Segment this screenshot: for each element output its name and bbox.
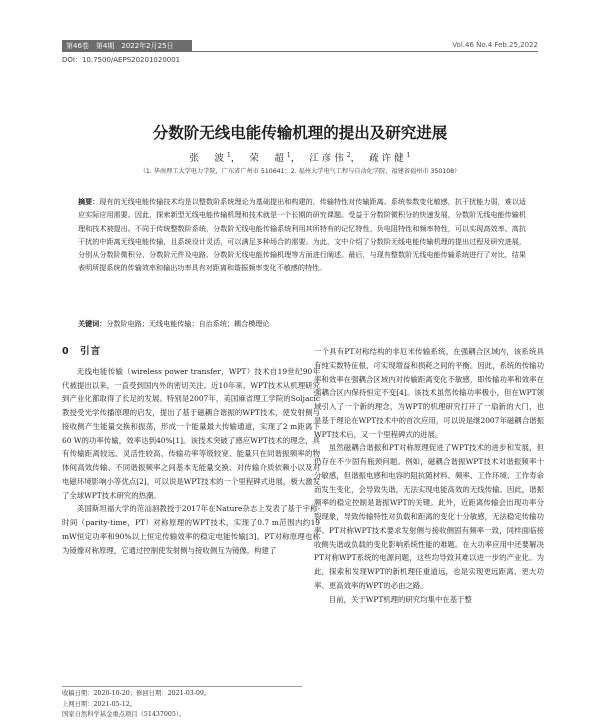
header-rule xyxy=(192,51,538,52)
right-column xyxy=(314,345,544,606)
author-list: 张 波$^1$， 荣 超$^1$， 江彦伟$^2$， 疏许健$^1$ xyxy=(189,151,411,164)
paper-title: 分数阶无线电能传输机理的提出及研究进展 xyxy=(152,124,448,142)
doi: DOI：10.7500/AEPS20201020001 xyxy=(62,56,181,64)
affiliation: （1. 华南理工大学电力学院，广东省广州市 510641；2. 福州大学电气工程与自动化学院，福建省福州市 350108） xyxy=(139,168,461,175)
paragraph: 美国斯坦福大学的范汕洄教授于2017年在Nature杂志上发表了基于宇称-时间（parity-time，PT）对称原理的WPT技术，实现了0.7 m范围内约19 mW恒定功率和90%以上恒定传输效率的稳定电能传输[3]。PT对称原理也称为镜像对称原理，它通过控制使发射侧与接收侧互为镜像，构建了 xyxy=(62,504,320,555)
paragraph: 一个具有PT对称结构的非厄米传输系统。在强耦合区域内，该系统具有纯实数特征根，可实现增益和损耗之间的平衡。因此，系统的传输功率和效率在强耦合区域内对传输距离变化不敏感，即传输功率和效率在强耦合区内保持恒定不变[4]。该技术虽然传输功率极小，但在WPT领域引入了一个新的理念，为WPT的机理研究打开了一扇新的大门，也是基于理论在WPT技术中的首次应用，可以说是继2007年磁耦合谐振WPT技术后，又一个里程碑式的进展。 xyxy=(314,347,544,439)
section-heading: 0 引言 xyxy=(62,346,102,357)
running-header xyxy=(62,40,538,52)
author: 江彦伟$^2$ xyxy=(309,151,351,164)
paragraph: 虽然磁耦合谐振和PT对称原理促进了WPT技术的进步和发展，但仍存在不少固有瓶颈问题。例如，磁耦合谐振WPT技术对谐振频率十分敏感，但谐振电感和电容的阻抗随材料、频率、工作环境、工作寿命而发生变化，会导致失谐，无法实现电能高效的无线传输。因此，谐振频率的稳定控制是谐振WPT的关键。此外，近距离传输会出现功率分裂现象，导致传输特性对负载和距离的变化十分敏感，无法稳定传输功率。PT对称WPT技术要求发射侧与接收侧固有频率一致，同样面临接收侧失谐或负载的变化影响系统性能的难题。在大功率应用中还要解决PT对称WPT系统的电源问题，这些均导致其难以进一步的产业化。为此，探索和发现WPT的新机理任重道远，也是实现更远距离、更大功率、更高效率的WPT的必由之路。 xyxy=(314,443,544,590)
keywords xyxy=(78,319,526,329)
author: 疏许健$^1$ xyxy=(369,151,411,164)
journal-volume-box: 第46卷 第4期 2022年2月25日 xyxy=(62,40,192,52)
abstract-text: 现有的无线电能传输技术均是以整数阶系统理论为基础提出和构建的，传输特性对传输距离、系统参数变化敏感，抗干扰能力弱，难以适应实际应用需要。因此，探索新型无线电能传输机理和技术就是一个长期的研究课题。受益于分数阶微积分的快速发展，分数阶无线电能传输机理和技术被提出。不同于传统整数阶系统，分数阶无线电能传输系统利用其所特有的记忆特性、负电阻特性和频率特性，可以实现高效率、高抗干扰的中距离无线电能传输，且系统设计灵活，可以满足多种场合的需要。为此，文中介绍了分数阶无线电能传输机理的提出过程及研究进展，分别从分数阶微积分、分数阶元件及电路、分数阶无线电能传输机理等方面进行阐述。最后，与现有整数阶无线电能传输系统进行了对比，结果表明所提系统的传输效率和输出功率具有对距离和谐振频率变化不敏感的特性。 xyxy=(78,197,527,273)
left-column xyxy=(62,345,320,557)
journal-volume-english: Vol.46 No.4 Feb.25,2022 xyxy=(452,41,538,49)
paragraph: 目前，关于WPT机理的研究均集中在基于整 xyxy=(328,594,472,604)
footnote-funding: 国家自然科学基金重点项目（51437005）。 xyxy=(62,711,186,718)
author: 张 波$^1$ xyxy=(189,151,231,164)
keywords-label: 关键词： xyxy=(78,319,107,328)
footnotes xyxy=(62,686,302,721)
author: 荣 超$^1$ xyxy=(249,151,291,164)
abstract-label: 摘要： xyxy=(78,197,100,206)
keywords-text: 分数阶电路；无线电能传输；自治系统；耦合模理论 xyxy=(106,319,270,328)
footnote-online: 上网日期：2021-05-12。 xyxy=(62,700,137,708)
abstract xyxy=(78,195,526,275)
paragraph: 无线电能传输（wireless power transfer，WPT）技术自19世纪90年代被提出以来，一直受到国内外的密切关注。近10年来，WPT技术从机理研究到产业化都取得了长足的发展。特别是2007年，美国麻省理工学院的Soljacic教授受光学传播原理的启发，提出了基于磁耦合谐振的WPT技术，使发射侧与接收侧产生能量交换和振荡，形成一个能量最大传输通道，实现了2 m距离下60 W的功率传输，效率达到40%[1]。该技术突破了感应WPT技术的理念，具有传输距离较远、灵活性较高、传输功率等级较宽、能量只在同谐振频率的物体间高效传输、不同谐振频率之间基本无能量交换、对传输介质依赖小以及对电磁环境影响小等优点[2]，可以说是WPT技术的一个里程碑式进展，极大激发了全球WPT技术研究的热潮。 xyxy=(62,366,320,500)
footnote-received: 收稿日期：2020-10-20；修回日期：2021-03-09。 xyxy=(62,690,211,697)
